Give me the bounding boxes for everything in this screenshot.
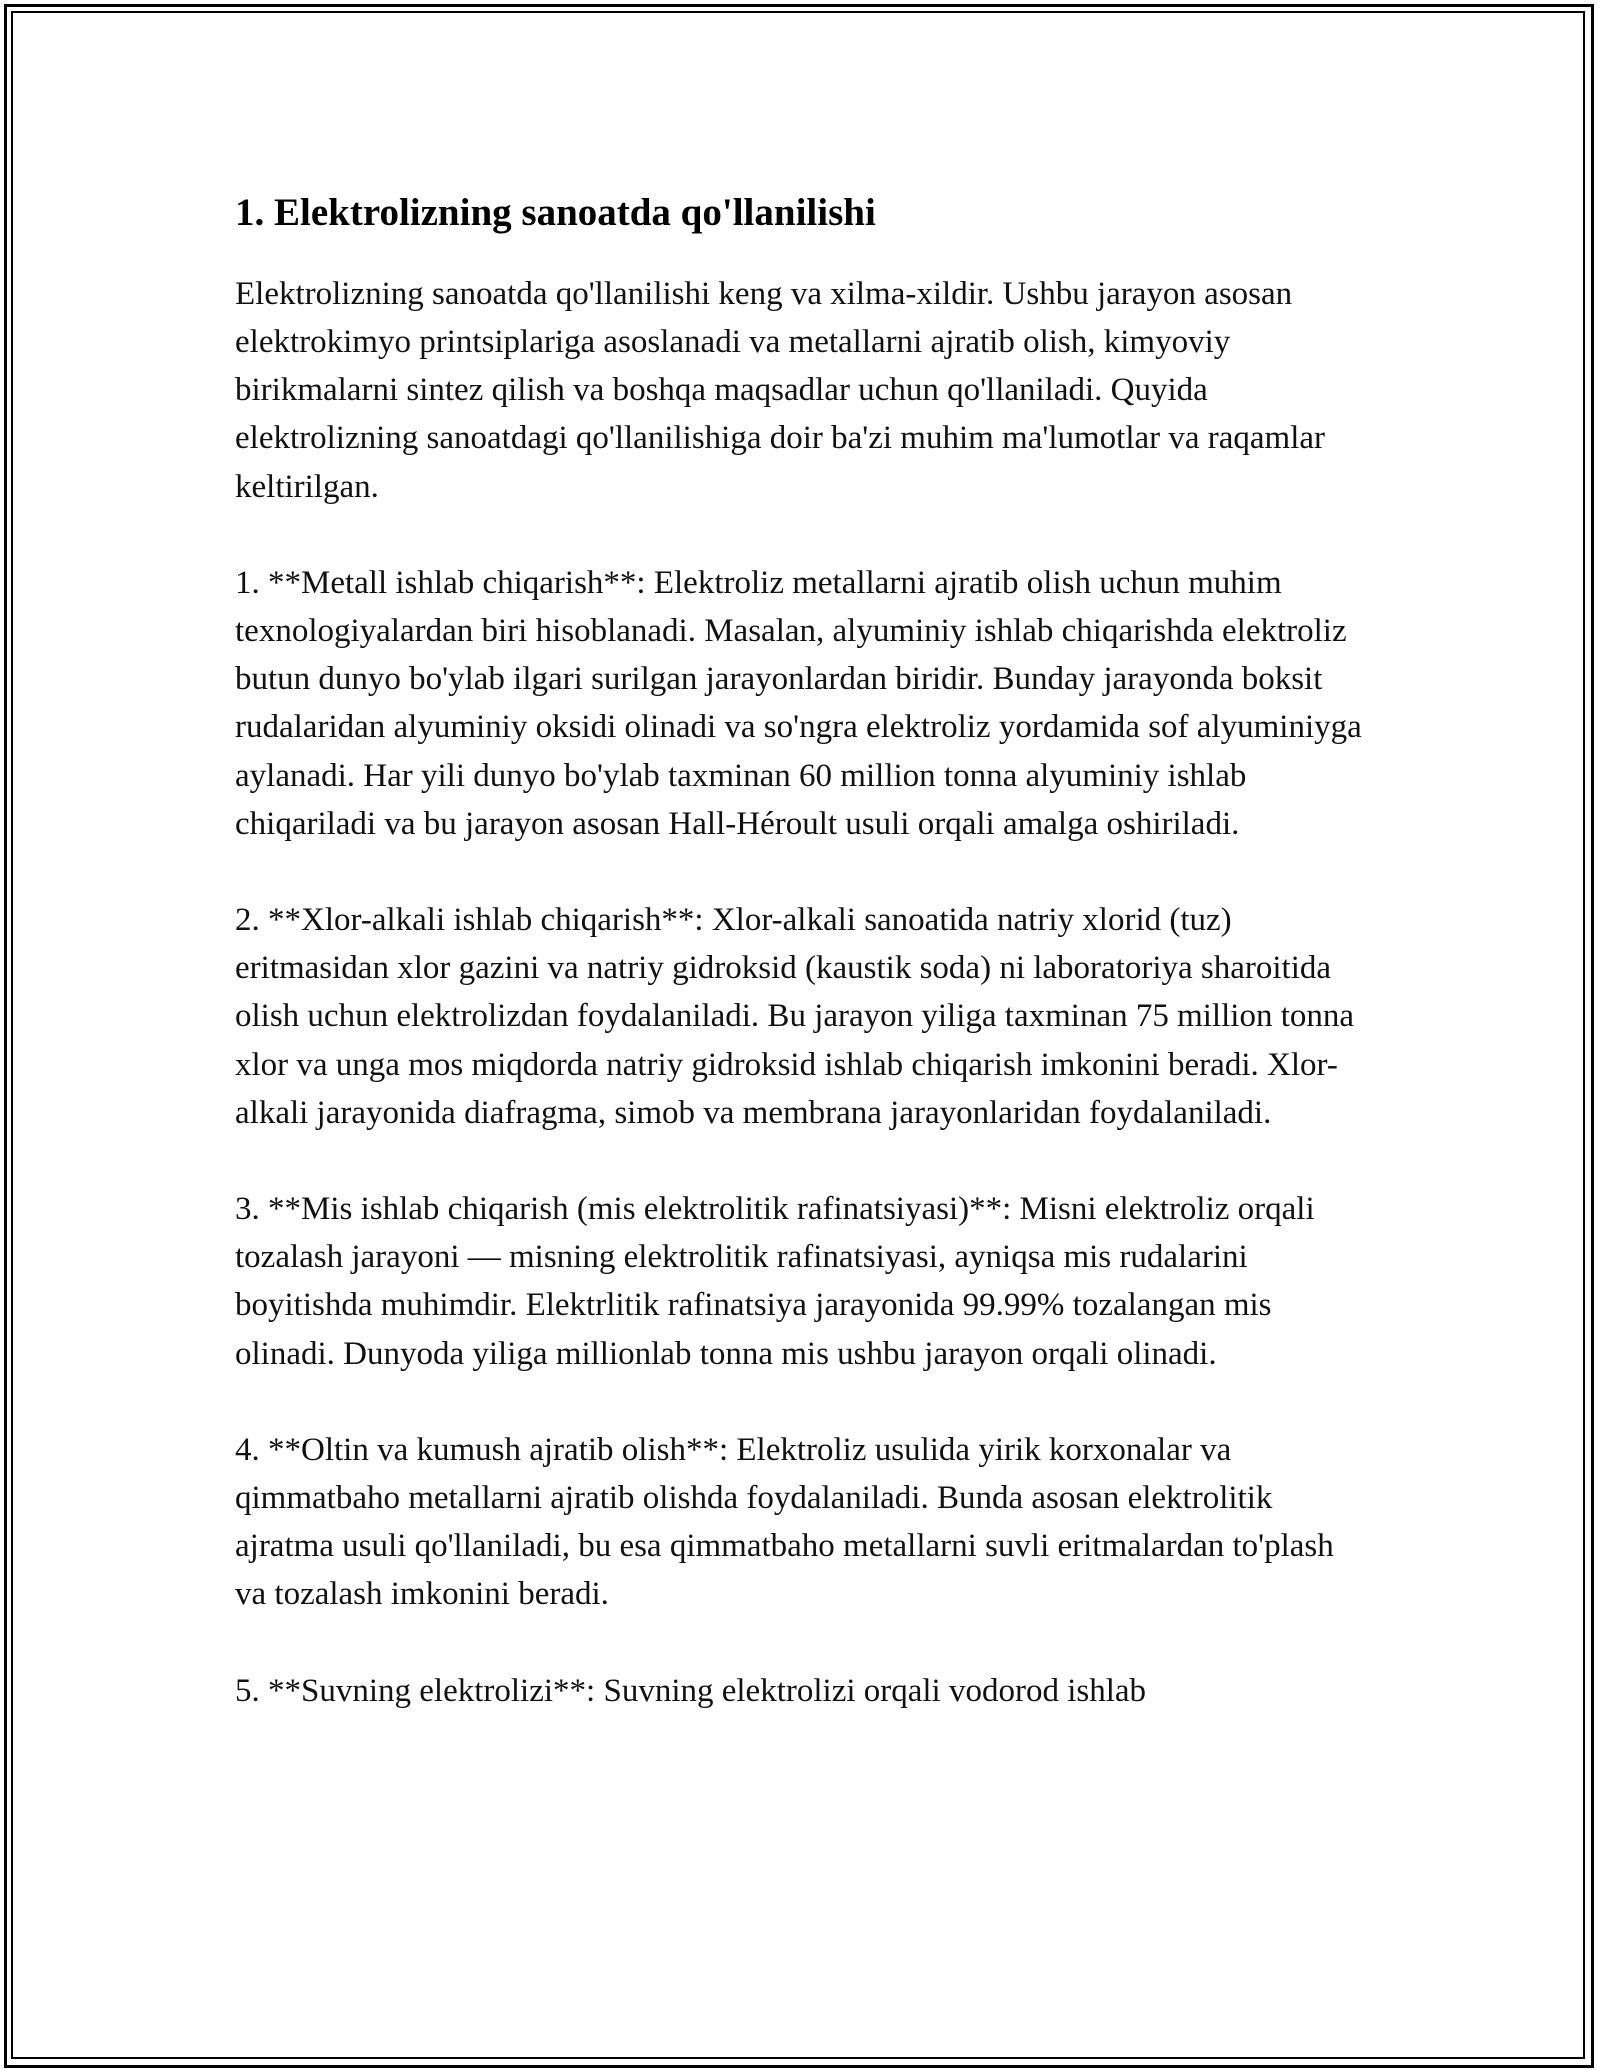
paragraph-gold-silver: 4. **Oltin va kumush ajratib olish**: Elektroliz usulida yirik korxonalar va qimmatbaho metallarni ajratib olishda foydalaniladi. Bunda asosan elektrolitik ajratma usuli qo'llaniladi, bu esa qimmatbaho metallarni suvli eritmalardan to'plash va tozalash imkonini beradi.: [235, 1431, 1334, 1613]
paragraph-copper-refining: 3. **Mis ishlab chiqarish (mis elektrolitik rafinatsiyasi)**: Misni elektroliz orqali tozalash jarayoni — misning elektrolitik rafinatsiyasi, ayniqsa mis rudalarini boyitishda muhimdir. Elektrlitik rafinatsiya jarayonida 99.99% tozalangan mis olinadi. Dunyoda yiliga millionlab tonna mis ushbu jarayon orqali olinadi.: [235, 1191, 1315, 1372]
document-title: 1. Elektrolizning sanoatda qo'llanilishi: [235, 191, 876, 234]
paragraph-metal-production: 1. **Metall ishlab chiqarish**: Elektroliz metallarni ajratib olish uchun muhim texnologiyalardan biri hisoblanadi. Masalan, alyuminiy ishlab chiqarishda elektroliz butun dunyo bo'ylab ilgari surilgan jarayonlardan biridir. Bunday jarayonda boksit rudalaridan alyuminiy oksidi olinadi va so'ngra elektroliz yordamida sof alyuminiyga aylanadi. Har yili dunyo bo'ylab taxminan 60 million tonna alyuminiy ishlab chiqariladi va bu jarayon asosan Hall-Héroult usuli orqali amalga oshiriladi.: [235, 564, 1362, 842]
intro-paragraph: Elektrolizning sanoatda qo'llanilishi keng va xilma-xildir. Ushbu jarayon asosan elektrokimyo printsiplariga asoslanadi va metallarni ajratib olish, kimyoviy birikmalarni sintez qilish va boshqa maqsadlar uchun qo'llaniladi. Quyida elektrolizning sanoatdagi qo'llanilishiga doir ba'zi muhim ma'lumotlar va raqamlar keltirilgan.: [235, 275, 1326, 505]
document-body: [235, 180, 1365, 1763]
paragraph-water-electrolysis: 5. **Suvning elektrolizi**: Suvning elektrolizi orqali vodorod ishlab: [235, 1672, 1147, 1709]
paragraph-chlor-alkali: 2. **Xlor-alkali ishlab chiqarish**: Xlor-alkali sanoatida natriy xlorid (tuz) eritmasidan xlor gazini va natriy gidroksid (kaustik soda) ni laboratoriya sharoitida olish uchun elektrolizdan foydalaniladi. Bu jarayon yiliga taxminan 75 million tonna xlor va unga mos miqdorda natriy gidroksid ishlab chiqarish imkonini beradi. Xlor-alkali jarayonida diafragma, simob va membrana jarayonlaridan foydalaniladi.: [235, 902, 1355, 1131]
